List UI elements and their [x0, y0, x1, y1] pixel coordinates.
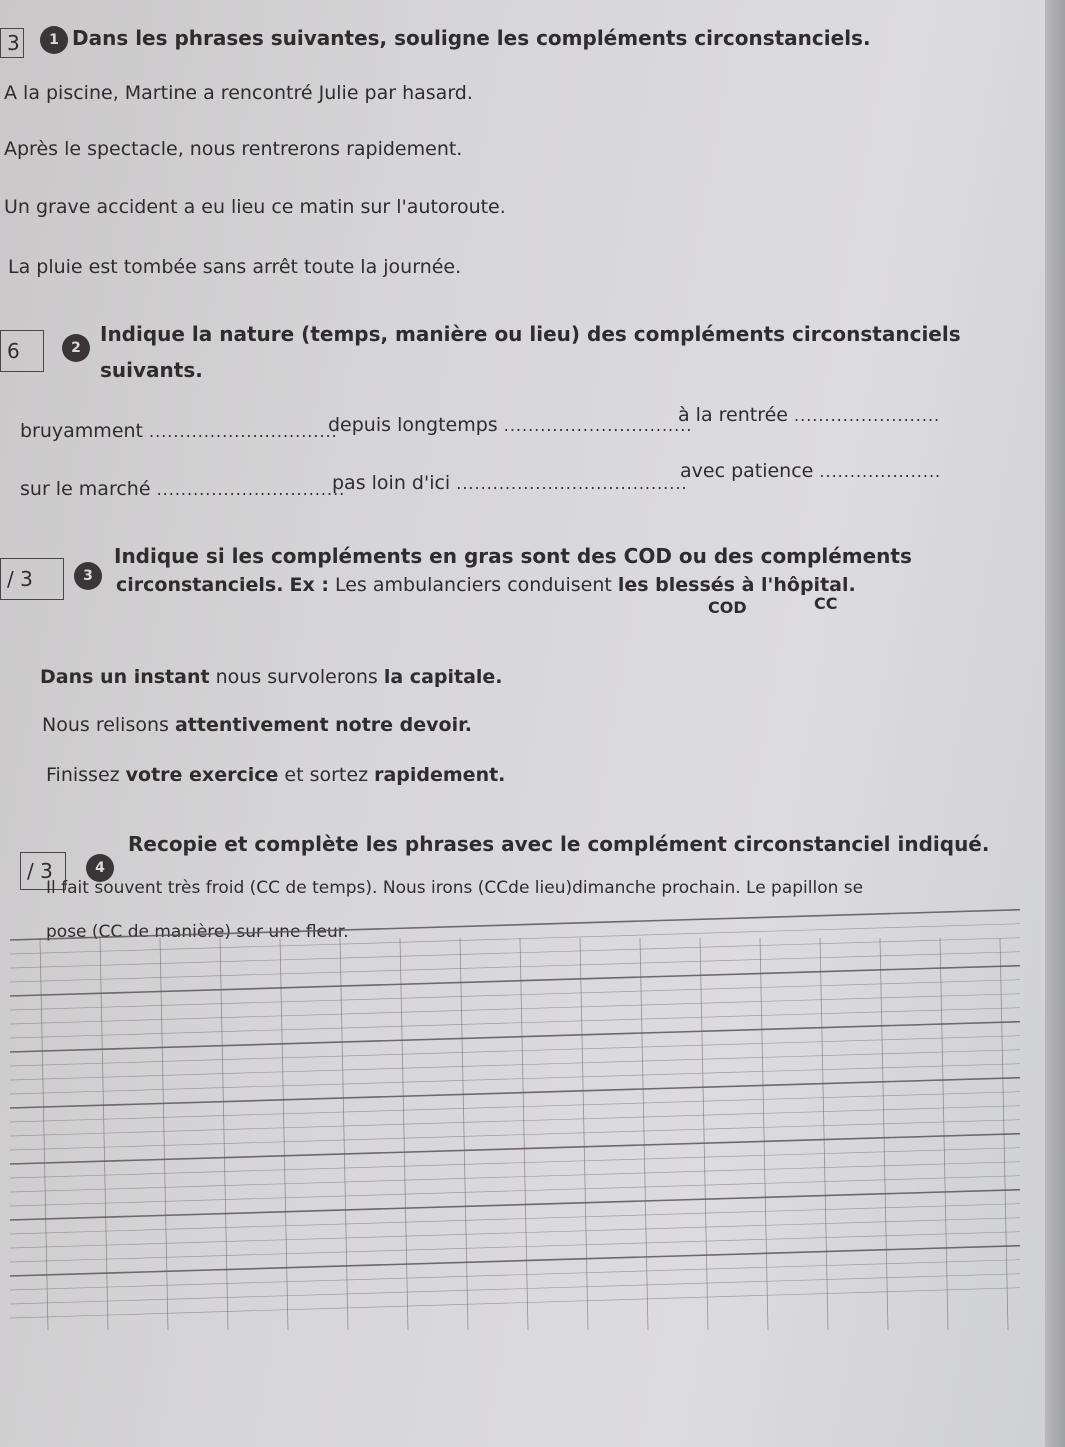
- grid-vertical-line: [820, 938, 828, 1330]
- sentence: Après le spectacle, nous rentrerons rapidement.: [4, 138, 463, 160]
- item-label: bruyamment: [20, 420, 143, 442]
- bold-part: votre exercice: [125, 764, 279, 786]
- grid-vertical-line: [340, 938, 348, 1330]
- example-text: Les ambulanciers conduisent: [328, 574, 618, 596]
- answer-blank[interactable]: ...............................: [156, 480, 346, 499]
- sentence: La pluie est tombée sans arrêt toute la journée.: [8, 256, 462, 278]
- bold-part: la capitale.: [383, 666, 503, 688]
- plain-part: Nous relisons: [42, 714, 175, 736]
- grid-major-line: [10, 1134, 1020, 1164]
- grid-minor-line: [10, 1148, 1020, 1178]
- grid-minor-line: [10, 1106, 1020, 1136]
- exercise-4-prompt-line-2: pose (CC de manière) sur une fleur.: [46, 922, 349, 942]
- grid-vertical-line: [700, 938, 708, 1330]
- grid-vertical-line: [760, 938, 768, 1330]
- item-label: sur le marché: [20, 478, 151, 500]
- grid-minor-line: [10, 1232, 1020, 1262]
- grid-minor-line: [10, 1162, 1020, 1192]
- grid-vertical-line: [400, 938, 408, 1330]
- bold-part: attentivement notre devoir.: [174, 714, 472, 736]
- grid-minor-line: [10, 1176, 1020, 1206]
- answer-blank[interactable]: ...............................: [149, 422, 338, 441]
- example-label: Ex :: [289, 574, 329, 596]
- grid-minor-line: [10, 1036, 1020, 1066]
- grid-vertical-line: [40, 938, 48, 1330]
- grid-vertical-line: [460, 938, 468, 1330]
- exercise-number-2: 2: [62, 334, 90, 362]
- exercise-4-prompt-line-1: Il fait souvent très froid (CC de temps). Nous irons (CCde lieu)dimanche prochain. Le papillon se: [46, 878, 864, 898]
- grid-minor-line: [10, 1050, 1020, 1080]
- score-text: / 3: [7, 567, 33, 591]
- exercise-2-instruction-line-2: suivants.: [100, 358, 203, 382]
- grid-vertical-line: [220, 938, 228, 1330]
- grid-vertical-line: [520, 938, 528, 1330]
- grid-minor-line: [10, 1064, 1020, 1094]
- grid-major-line: [10, 1246, 1020, 1276]
- bold-part: rapidement.: [374, 764, 506, 786]
- grid-minor-line: [10, 1260, 1020, 1290]
- exercise-number-1: 1: [40, 26, 68, 54]
- grid-minor-line: [10, 1274, 1020, 1304]
- score-text: 3: [7, 31, 20, 55]
- grid-vertical-line: [580, 938, 588, 1330]
- plain-part: Finissez: [46, 764, 126, 786]
- grid-minor-line: [10, 1120, 1020, 1150]
- plain-part: et sortez: [278, 764, 375, 786]
- grid-minor-line: [10, 1204, 1020, 1234]
- exercise-4-instruction: Recopie et complète les phrases avec le complément circonstanciel indiqué.: [128, 832, 990, 856]
- grid-minor-line: [10, 1092, 1020, 1122]
- sentence: A la piscine, Martine a rencontré Julie par hasard.: [4, 82, 473, 104]
- grid-minor-line: [10, 952, 1020, 982]
- grid-vertical-line: [100, 938, 108, 1330]
- answer-blank[interactable]: ......................................: [456, 474, 688, 493]
- label-cod: COD: [708, 598, 747, 617]
- item-label: depuis longtemps: [328, 414, 498, 436]
- sentence: Un grave accident a eu lieu ce matin sur l'autoroute.: [4, 196, 506, 218]
- grid-minor-line: [10, 924, 1020, 954]
- grid-vertical-line: [280, 938, 288, 1330]
- bold-part: Dans un instant: [40, 666, 210, 688]
- grid-minor-line: [10, 938, 1020, 968]
- grid-major-line: [10, 910, 1020, 940]
- grid-vertical-line: [940, 938, 948, 1330]
- score-text: / 3: [27, 859, 53, 883]
- label-cc: CC: [814, 594, 838, 613]
- item-label: avec patience: [680, 460, 814, 482]
- score-text: 6: [7, 339, 20, 363]
- exercise-number-3: 3: [74, 562, 102, 590]
- answer-blank[interactable]: ....................: [819, 462, 942, 481]
- item-label: à la rentrée: [678, 404, 788, 426]
- exercise-3-instruction-line-1: Indique si les compléments en gras sont des COD ou des compléments: [114, 544, 912, 568]
- answer-blank[interactable]: ........................: [794, 406, 941, 425]
- exercise-2-instruction-line-1: Indique la nature (temps, manière ou lieu) des compléments circonstanciels: [100, 322, 961, 346]
- plain-part: nous survolerons: [209, 666, 384, 688]
- example-bold: les blessés à l'hôpital.: [617, 574, 856, 596]
- grid-major-line: [10, 1078, 1020, 1108]
- grid-vertical-line: [880, 938, 888, 1330]
- answer-blank[interactable]: ...............................: [503, 416, 693, 435]
- grid-minor-line: [10, 1288, 1020, 1318]
- item-label: pas loin d'ici: [332, 472, 451, 494]
- exercise-number-4: 4: [86, 854, 114, 882]
- grid-major-line: [10, 966, 1020, 996]
- exercise-1-instruction: Dans les phrases suivantes, souligne les compléments circonstanciels.: [72, 26, 871, 50]
- grid-major-line: [10, 1190, 1020, 1220]
- grid-minor-line: [10, 1218, 1020, 1248]
- instruction-bold: circonstanciels.: [116, 574, 284, 596]
